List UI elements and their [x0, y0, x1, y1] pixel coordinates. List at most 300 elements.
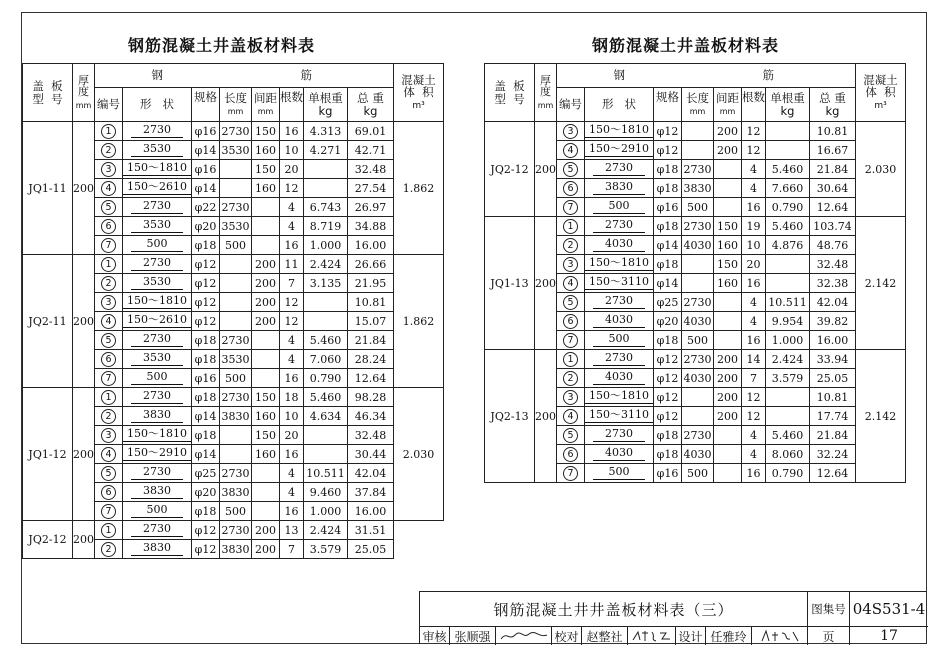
bar-spacing: 160 — [714, 236, 742, 255]
bar-shape-cell — [585, 350, 654, 369]
bar-unit-weight: 9.460 — [304, 483, 348, 502]
bar-count: 4 — [742, 312, 766, 331]
bar-spacing — [252, 350, 280, 369]
cover-type: JQ2-12 — [23, 521, 73, 559]
bar-length: 2730 — [220, 464, 252, 483]
bar-number: 5 — [101, 466, 116, 481]
header-count-cell — [742, 88, 766, 122]
bar-total-weight: 37.84 — [348, 483, 394, 502]
header-length-unit: mm — [227, 107, 244, 117]
bar-shape-cell — [123, 122, 192, 141]
table-row — [23, 255, 444, 274]
bar-length — [220, 179, 252, 198]
bar-spec: φ12 — [654, 388, 682, 407]
atlas-number: 04S531-4 — [850, 592, 928, 627]
bar-count: 10 — [280, 407, 304, 426]
bar-unit-weight: 4.313 — [304, 122, 348, 141]
bar-length: 500 — [220, 369, 252, 388]
header-thickness: 厚 度 — [540, 73, 551, 99]
bar-number-cell — [557, 255, 585, 274]
bar-spacing: 150 — [252, 388, 280, 407]
bar-spacing — [252, 331, 280, 350]
bar-total-weight: 34.88 — [348, 217, 394, 236]
bar-shape-cell — [585, 274, 654, 293]
header-count: 根数 — [742, 90, 765, 104]
bar-spacing: 160 — [714, 274, 742, 293]
bar-total-weight: 33.94 — [810, 350, 856, 369]
bar-number: 5 — [101, 200, 116, 215]
bar-unit-weight: 1.000 — [304, 236, 348, 255]
check-label: 校对 — [552, 627, 582, 645]
bar-count: 4 — [280, 483, 304, 502]
bar-unit-weight: 3.135 — [304, 274, 348, 293]
bar-unit-weight: 4.271 — [304, 141, 348, 160]
bar-spacing — [252, 483, 280, 502]
review-label: 审核 — [420, 627, 450, 645]
bar-number-cell — [557, 312, 585, 331]
header-concrete-volume: 混凝土 体 积 — [863, 72, 898, 99]
bar-count: 20 — [280, 160, 304, 179]
bar-number: 2 — [101, 143, 116, 158]
cover-type: JQ1-11 — [23, 122, 73, 255]
bar-total-weight: 26.66 — [348, 255, 394, 274]
concrete-volume: 2.030 — [856, 122, 906, 217]
bar-shape: 2730 — [593, 162, 645, 176]
bar-shape: 4030 — [593, 371, 645, 385]
bar-number-cell — [557, 426, 585, 445]
header-bar-cell — [220, 64, 394, 88]
header-shape: 形 状 — [602, 97, 636, 112]
bar-unit-weight: 2.424 — [304, 521, 348, 540]
bar-length — [220, 445, 252, 464]
bar-shape: 150～2910 — [123, 447, 191, 461]
bar-total-weight: 39.82 — [810, 312, 856, 331]
bar-shape: 500 — [593, 466, 645, 480]
bar-number-cell — [557, 179, 585, 198]
bar-number: 6 — [563, 181, 578, 196]
bar-count: 12 — [742, 407, 766, 426]
bar-spacing — [714, 464, 742, 483]
bar-shape: 2730 — [131, 124, 183, 138]
bar-spec: φ12 — [654, 369, 682, 388]
header-length: 长度 — [686, 91, 709, 106]
bar-count: 4 — [280, 464, 304, 483]
bar-length: 2730 — [682, 426, 714, 445]
header-spec: 规格 — [194, 90, 217, 104]
bar-shape-cell — [123, 160, 192, 179]
bar-number: 3 — [101, 295, 116, 310]
bar-shape-cell — [123, 293, 192, 312]
header-total-weight-unit: kg — [363, 103, 378, 118]
bar-shape-cell — [585, 445, 654, 464]
bar-total-weight: 26.97 — [348, 198, 394, 217]
bar-spacing: 200 — [714, 350, 742, 369]
bar-count: 20 — [742, 255, 766, 274]
bar-number: 4 — [563, 409, 578, 424]
header-count-cell — [280, 88, 304, 122]
bar-shape: 2730 — [131, 200, 183, 214]
title-block — [419, 591, 927, 644]
bar-shape: 2730 — [131, 333, 183, 347]
header-unit-weight: 单根重 — [308, 91, 343, 106]
bar-number-cell — [95, 141, 123, 160]
bar-spec: φ12 — [654, 407, 682, 426]
bar-shape-cell — [585, 236, 654, 255]
bar-total-weight: 32.48 — [348, 160, 394, 179]
bar-total-weight: 69.01 — [348, 122, 394, 141]
bar-number-cell — [95, 369, 123, 388]
bar-length: 2730 — [682, 350, 714, 369]
bar-length: 2730 — [682, 293, 714, 312]
material-table — [22, 63, 444, 559]
table-row — [485, 350, 906, 369]
bar-shape-cell — [123, 331, 192, 350]
header-thickness: 厚 度 — [78, 73, 89, 99]
bar-shape: 150～3110 — [585, 276, 653, 290]
bar-spacing: 150 — [714, 217, 742, 236]
cover-type: JQ2-11 — [23, 255, 73, 388]
table-row — [485, 217, 906, 236]
bar-length: 3830 — [682, 179, 714, 198]
bar-spacing — [252, 236, 280, 255]
header-spacing: 间距 — [254, 91, 277, 106]
bar-shape: 150～1810 — [585, 390, 653, 404]
bar-length — [682, 274, 714, 293]
bar-spacing — [252, 502, 280, 521]
header-unit-weight-unit: kg — [780, 103, 795, 118]
bar-spec: φ14 — [654, 236, 682, 255]
bar-spec: φ18 — [192, 236, 220, 255]
concrete-volume: 2.030 — [394, 388, 444, 521]
bar-total-weight: 16.00 — [348, 236, 394, 255]
bar-shape: 4030 — [593, 447, 645, 461]
bar-count: 12 — [742, 122, 766, 141]
bar-number: 5 — [563, 162, 578, 177]
bar-spec: φ12 — [192, 274, 220, 293]
bar-spec: φ25 — [192, 464, 220, 483]
bar-shape-cell — [585, 464, 654, 483]
bar-shape-cell — [585, 388, 654, 407]
cover-thickness: 200 — [535, 350, 557, 483]
bar-count: 11 — [280, 255, 304, 274]
bar-unit-weight: 4.876 — [766, 236, 810, 255]
bar-number: 3 — [563, 257, 578, 272]
bar-shape-cell — [123, 464, 192, 483]
bar-total-weight: 10.81 — [348, 293, 394, 312]
bar-count: 18 — [280, 388, 304, 407]
bar-unit-weight: 7.660 — [766, 179, 810, 198]
bar-length: 4030 — [682, 369, 714, 388]
bar-count: 16 — [280, 502, 304, 521]
table-row — [23, 122, 444, 141]
bar-number: 7 — [101, 238, 116, 253]
bar-number-cell — [95, 198, 123, 217]
bar-spacing: 200 — [252, 255, 280, 274]
bar-count: 16 — [280, 445, 304, 464]
bar-spacing: 200 — [714, 122, 742, 141]
bar-length: 3830 — [220, 407, 252, 426]
bar-number-cell — [95, 312, 123, 331]
bar-unit-weight: 2.424 — [766, 350, 810, 369]
bar-total-weight: 21.95 — [348, 274, 394, 293]
bar-shape-cell — [123, 350, 192, 369]
bar-length: 500 — [682, 198, 714, 217]
bar-number: 2 — [563, 238, 578, 253]
header-spec-cell — [192, 88, 220, 122]
bar-unit-weight: 5.460 — [304, 388, 348, 407]
bar-number: 1 — [563, 219, 578, 234]
bar-unit-weight: 8.719 — [304, 217, 348, 236]
bar-total-weight: 32.24 — [810, 445, 856, 464]
bar-total-weight: 21.84 — [810, 426, 856, 445]
bar-spec: φ16 — [192, 369, 220, 388]
bar-number: 5 — [101, 333, 116, 348]
bar-shape-cell — [585, 407, 654, 426]
header-thickness-unit: mm — [537, 100, 554, 110]
bar-number: 6 — [101, 352, 116, 367]
bar-shape: 3830 — [131, 409, 183, 423]
bar-length: 3530 — [220, 217, 252, 236]
bar-number-cell — [557, 274, 585, 293]
bar-count: 4 — [742, 293, 766, 312]
bar-shape: 3530 — [131, 352, 183, 366]
header-number-cell — [95, 88, 123, 122]
drawing-title: 钢筋混凝土井井盖板材料表（三） — [420, 592, 808, 627]
bar-number: 5 — [563, 295, 578, 310]
bar-unit-weight: 0.790 — [766, 464, 810, 483]
bar-number: 3 — [563, 390, 578, 405]
bar-unit-weight: 1.000 — [304, 502, 348, 521]
bar-count: 16 — [280, 369, 304, 388]
bar-count: 12 — [280, 293, 304, 312]
header-thickness-cell — [535, 64, 557, 122]
header-concrete-volume: 混凝土 体 积 — [401, 72, 436, 99]
signature-row — [420, 627, 928, 645]
bar-count: 4 — [280, 350, 304, 369]
bar-shape: 3830 — [131, 485, 183, 499]
bar-unit-weight: 9.954 — [766, 312, 810, 331]
bar-number-cell — [557, 445, 585, 464]
bar-count: 4 — [280, 198, 304, 217]
bar-spec: φ14 — [192, 445, 220, 464]
bar-unit-weight: 10.511 — [766, 293, 810, 312]
bar-number-cell — [95, 217, 123, 236]
bar-shape: 4030 — [593, 314, 645, 328]
header-unit-weight: 单根重 — [770, 91, 805, 106]
bar-number: 1 — [101, 257, 116, 272]
bar-shape-cell — [123, 483, 192, 502]
bar-number-cell — [557, 236, 585, 255]
bar-spec: φ12 — [192, 293, 220, 312]
bar-spacing: 160 — [252, 407, 280, 426]
bar-shape-cell — [585, 179, 654, 198]
bar-unit-weight: 8.060 — [766, 445, 810, 464]
bar-spec: φ18 — [654, 255, 682, 274]
bar-number-cell — [95, 464, 123, 483]
bar-count: 12 — [742, 141, 766, 160]
bar-unit-weight: 4.634 — [304, 407, 348, 426]
header-length-cell — [682, 88, 714, 122]
bar-shape: 3830 — [593, 181, 645, 195]
table-row — [23, 521, 444, 540]
header-shape: 形 状 — [140, 97, 174, 112]
bar-spec: φ18 — [192, 331, 220, 350]
bar-number: 3 — [563, 124, 578, 139]
bar-count: 20 — [280, 426, 304, 445]
bar-number-cell — [557, 388, 585, 407]
bar-spacing: 200 — [252, 293, 280, 312]
bar-total-weight: 103.74 — [810, 217, 856, 236]
bar-shape-cell — [585, 122, 654, 141]
bar-count: 12 — [742, 388, 766, 407]
bar-length: 2730 — [220, 521, 252, 540]
bar-spacing: 200 — [252, 540, 280, 559]
header-unit-weight-cell — [304, 88, 348, 122]
bar-total-weight: 32.38 — [810, 274, 856, 293]
bar-shape-cell — [585, 160, 654, 179]
header-bar-cell — [682, 64, 856, 88]
bar-length — [682, 255, 714, 274]
bar-count: 14 — [742, 350, 766, 369]
bar-spacing — [714, 426, 742, 445]
reviewer-signature — [496, 627, 552, 645]
header-volume-unit: m³ — [412, 100, 425, 111]
bar-shape: 500 — [131, 238, 183, 252]
bar-spacing: 200 — [714, 407, 742, 426]
bar-unit-weight: 6.743 — [304, 198, 348, 217]
bar-number: 1 — [101, 390, 116, 405]
bar-count: 16 — [280, 122, 304, 141]
bar-length: 3530 — [220, 141, 252, 160]
bar-count: 4 — [742, 160, 766, 179]
bar-shape-cell — [123, 407, 192, 426]
bar-length — [682, 388, 714, 407]
bar-length: 2730 — [220, 198, 252, 217]
bar-number-cell — [95, 331, 123, 350]
bar-shape: 2730 — [593, 428, 645, 442]
bar-unit-weight: 5.460 — [766, 217, 810, 236]
bar-number-cell — [557, 407, 585, 426]
bar-spec: φ18 — [654, 426, 682, 445]
bar-shape-cell — [585, 331, 654, 350]
bar-number-cell — [95, 445, 123, 464]
cover-type: JQ1-12 — [23, 388, 73, 521]
bar-shape-cell — [123, 255, 192, 274]
bar-total-weight: 25.05 — [348, 540, 394, 559]
header-spec: 规格 — [656, 90, 679, 104]
bar-number-cell — [557, 141, 585, 160]
bar-spacing: 160 — [252, 179, 280, 198]
bar-unit-weight: 3.579 — [304, 540, 348, 559]
header-steel-cell — [557, 64, 682, 88]
bar-count: 16 — [742, 274, 766, 293]
bar-spacing: 150 — [252, 122, 280, 141]
header-number-cell — [557, 88, 585, 122]
bar-shape-cell — [123, 274, 192, 293]
bar-shape: 500 — [131, 371, 183, 385]
header-thickness-cell — [73, 64, 95, 122]
bar-spec: φ12 — [192, 540, 220, 559]
cover-thickness: 200 — [73, 122, 95, 255]
bar-spec: φ12 — [192, 521, 220, 540]
bar-spec: φ12 — [192, 255, 220, 274]
page-label: 页 — [808, 627, 850, 645]
bar-unit-weight: 5.460 — [304, 331, 348, 350]
bar-spacing: 160 — [252, 141, 280, 160]
header-total-weight-unit: kg — [825, 103, 840, 118]
concrete-volume — [394, 521, 444, 559]
bar-shape-cell — [123, 388, 192, 407]
cover-thickness: 200 — [73, 521, 95, 559]
bar-shape-cell — [585, 312, 654, 331]
bar-number: 2 — [101, 542, 116, 557]
bar-shape-cell — [123, 540, 192, 559]
bar-length — [682, 141, 714, 160]
bar-length: 500 — [220, 236, 252, 255]
bar-total-weight: 10.81 — [810, 388, 856, 407]
bar-unit-weight: 0.790 — [304, 369, 348, 388]
bar-shape-cell — [585, 369, 654, 388]
left-table-title: 钢筋混凝土井盖板材料表 — [128, 36, 316, 55]
bar-shape: 2730 — [593, 295, 645, 309]
bar-unit-weight: 0.790 — [766, 198, 810, 217]
bar-unit-weight: 10.511 — [304, 464, 348, 483]
bar-number: 4 — [563, 276, 578, 291]
cover-type: JQ2-13 — [485, 350, 535, 483]
bar-spacing — [714, 179, 742, 198]
bar-shape: 3830 — [131, 542, 183, 556]
bar-length: 3530 — [220, 350, 252, 369]
bar-shape-cell — [123, 369, 192, 388]
bar-number-cell — [95, 407, 123, 426]
bar-number: 1 — [101, 124, 116, 139]
bar-shape: 150～1810 — [585, 257, 653, 271]
bar-number: 7 — [101, 371, 116, 386]
bar-count: 7 — [742, 369, 766, 388]
right-material-table — [484, 63, 906, 483]
bar-shape-cell — [123, 236, 192, 255]
bar-total-weight: 48.76 — [810, 236, 856, 255]
header-spacing: 间距 — [716, 91, 739, 106]
header-shape-cell — [123, 88, 192, 122]
bar-total-weight: 12.64 — [348, 369, 394, 388]
bar-length: 4030 — [682, 445, 714, 464]
bar-shape-cell — [123, 141, 192, 160]
header-cover-type: 盖 板 型 号 — [494, 79, 525, 106]
bar-unit-weight — [766, 407, 810, 426]
bar-spacing — [252, 369, 280, 388]
bar-shape-cell — [585, 255, 654, 274]
material-table — [484, 63, 906, 483]
header-spacing-unit: mm — [719, 107, 736, 117]
bar-number-cell — [95, 502, 123, 521]
bar-unit-weight — [304, 426, 348, 445]
cover-type: JQ1-13 — [485, 217, 535, 350]
bar-spec: φ12 — [654, 141, 682, 160]
bar-count: 13 — [280, 521, 304, 540]
bar-spec: φ12 — [192, 312, 220, 331]
header-steel-cell — [95, 64, 220, 88]
bar-number-cell — [95, 483, 123, 502]
bar-number-cell — [95, 122, 123, 141]
bar-unit-weight: 3.579 — [766, 369, 810, 388]
reviewer-name: 张顺强 — [450, 627, 496, 645]
header-volume-cell — [394, 64, 444, 122]
bar-shape: 2730 — [131, 466, 183, 480]
bar-spec: φ25 — [654, 293, 682, 312]
bar-shape: 2730 — [593, 219, 645, 233]
bar-unit-weight — [766, 274, 810, 293]
